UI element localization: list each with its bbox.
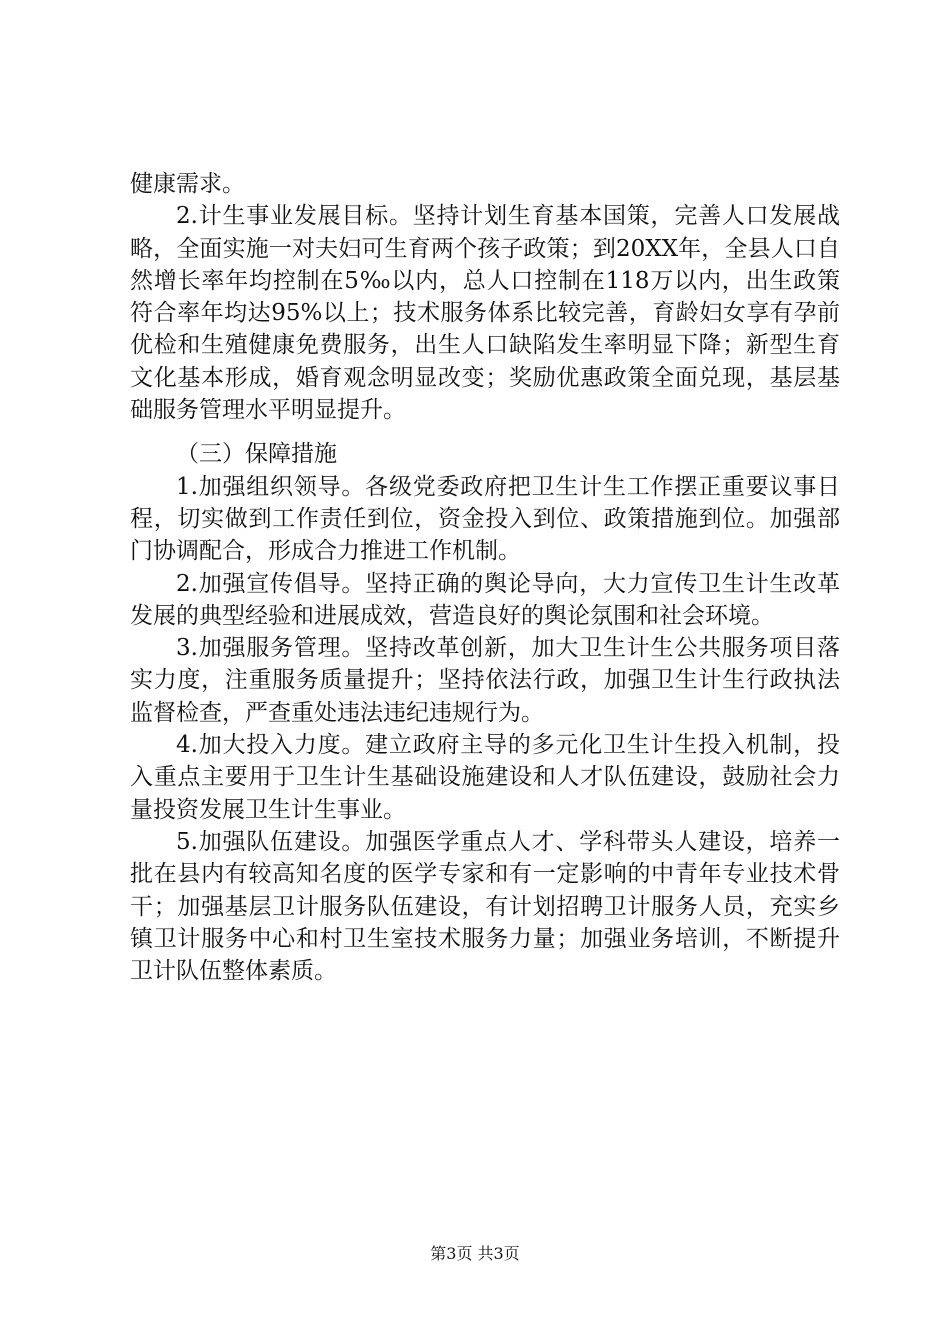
paragraph-continuation: 健康需求。 — [130, 171, 245, 197]
measure-item-1: 1.加强组织领导。各级党委政府把卫生计生工作摆正重要议事日程，切实做到工作责任到位，资金投入到位、政策措施到位。加强部门协调配合，形成合力推进工作机制。 — [130, 473, 840, 565]
paragraph-family-planning-goal: 2.计生事业发展目标。坚持计划生育基本国策，完善人口发展战略，全面实施一对夫妇可生育两个孩子政策；到20XX年，全县人口自然增长率年均控制在5‰以内，总人口控制在118万以内，出生政策符合率年均达95%以上；技术服务体系比较完善，育龄妇女享有孕前优检和生殖健康免费服务，出生人口缺陷发生率明显下降；新型生育文化基本形成，婚育观念明显改变；奖励优惠政策全面兑现，基层基础服务管理水平明显提升。 — [130, 203, 840, 424]
section-heading: （三）保障措施 — [176, 441, 337, 468]
page-footer: 第3页 共3页 — [430, 1244, 520, 1263]
measure-item-3: 3.加强服务管理。坚持改革创新，加大卫生计生公共服务项目落实力度，注重服务质量提升；坚持依法行政，加强卫生计生行政执法监督检查，严查重处违法违纪违规行为。 — [130, 635, 840, 726]
measure-item-5: 5.加强队伍建设。加强医学重点人才、学科带头人建设，培养一批在县内有较高知名度的医学专家和有一定影响的中青年专业技术骨干；加强基层卫计服务队伍建设，有计划招聘卫计服务人员，充实乡镇卫计服务中心和村卫生室技术服务力量；加强业务培训，不断提升卫计队伍整体素质。 — [130, 828, 840, 985]
measure-item-4: 4.加大投入力度。建立政府主导的多元化卫生计生投入机制，投入重点主要用于卫生计生基础设施建设和人才队伍建设，鼓励社会力量投资发展卫生计生事业。 — [130, 732, 840, 823]
measure-item-2: 2.加强宣传倡导。坚持正确的舆论导向，大力宣传卫生计生改革发展的典型经验和进展成效，营造良好的舆论氛围和社会环境。 — [130, 570, 840, 629]
document-body — [130, 168, 840, 987]
